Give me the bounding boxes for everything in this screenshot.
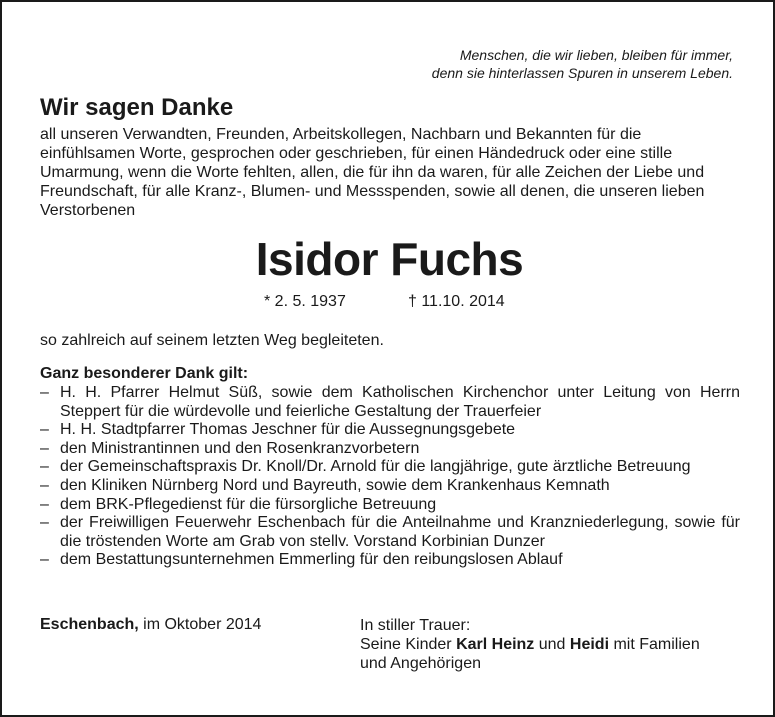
list-item: – H. H. Stadtpfarrer Thomas Jeschner für die Aussegnungsgebete <box>40 421 740 440</box>
mourners-suffix: mit Familien <box>609 636 700 653</box>
motto-line-1: Menschen, die wir lieben, bleiben für immer, <box>459 47 733 63</box>
place-month: im Oktober 2014 <box>138 616 262 633</box>
list-item: – der Freiwilligen Feuerwehr Eschenbach für die Anteilnahme und Kranzniederlegung, sowie für die tröstenden Worte am Grab von stellv. Vorstand Korbinian Dunzer <box>40 514 740 551</box>
list-item: – dem BRK-Pflegedienst für die fürsorgliche Betreuung <box>40 496 740 515</box>
list-item: – den Kliniken Nürnberg Nord und Bayreuth, sowie dem Krankenhaus Kemnath <box>40 477 740 496</box>
mourners-block <box>360 616 700 673</box>
mourners-relatives: und Angehörigen <box>360 655 481 672</box>
special-thanks-list <box>40 384 740 570</box>
list-item: – H. H. Pfarrer Helmut Süß, sowie dem Katholischen Kirchenchor unter Leitung von Herrn Steppert für die würdevolle und feierliche Gestaltung der Trauerfeier <box>40 384 740 421</box>
motto-line-2: denn sie hinterlassen Spuren in unserem Leben. <box>431 65 733 81</box>
special-thanks-title: Ganz besonderer Dank gilt: <box>40 365 249 382</box>
list-item: – den Ministrantinnen und den Rosenkranzvorbetern <box>40 440 740 459</box>
intro-paragraph: all unseren Verwandten, Freunden, Arbeitskollegen, Nachbarn und Bekannten für die einfühlsamen Worte, gesprochen oder geschrieben, für einen Händedruck oder eine stille Umarmung, wenn die Worte fehlten, allen, die für ihn da waren, für alle Zeichen der Liebe und Freundschaft, für alle Kranz-, Blumen- und Messspenden, sowie all denen, die unseren lieben Verstorbenen <box>40 126 705 219</box>
place-date <box>40 616 261 634</box>
deceased-name: Isidor Fuchs <box>255 233 524 285</box>
mourners-prefix: Seine Kinder <box>360 636 457 653</box>
mourners-children <box>360 635 700 654</box>
mourners-and: und <box>534 636 570 653</box>
mourners-title: In stiller Trauer: <box>360 617 471 634</box>
follow-text: so zahlreich auf seinem letzten Weg begleiteten. <box>40 332 384 349</box>
child-name-1: Karl Heinz <box>456 636 535 653</box>
thanks-heading: Wir sagen Danke <box>40 94 234 121</box>
motto-quote <box>432 46 733 82</box>
list-item: – der Gemeinschaftspraxis Dr. Knoll/Dr. Arnold für die langjährige, gute ärztliche Betreuung <box>40 458 740 477</box>
place-town: Eschenbach, <box>40 616 139 633</box>
child-name-2: Heidi <box>569 636 610 653</box>
birth-date: * 2. 5. 1937 <box>264 293 346 310</box>
death-date: † 11.10. 2014 <box>408 293 505 310</box>
list-item: – dem Bestattungsunternehmen Emmerling für den reibungslosen Ablauf <box>40 551 740 570</box>
